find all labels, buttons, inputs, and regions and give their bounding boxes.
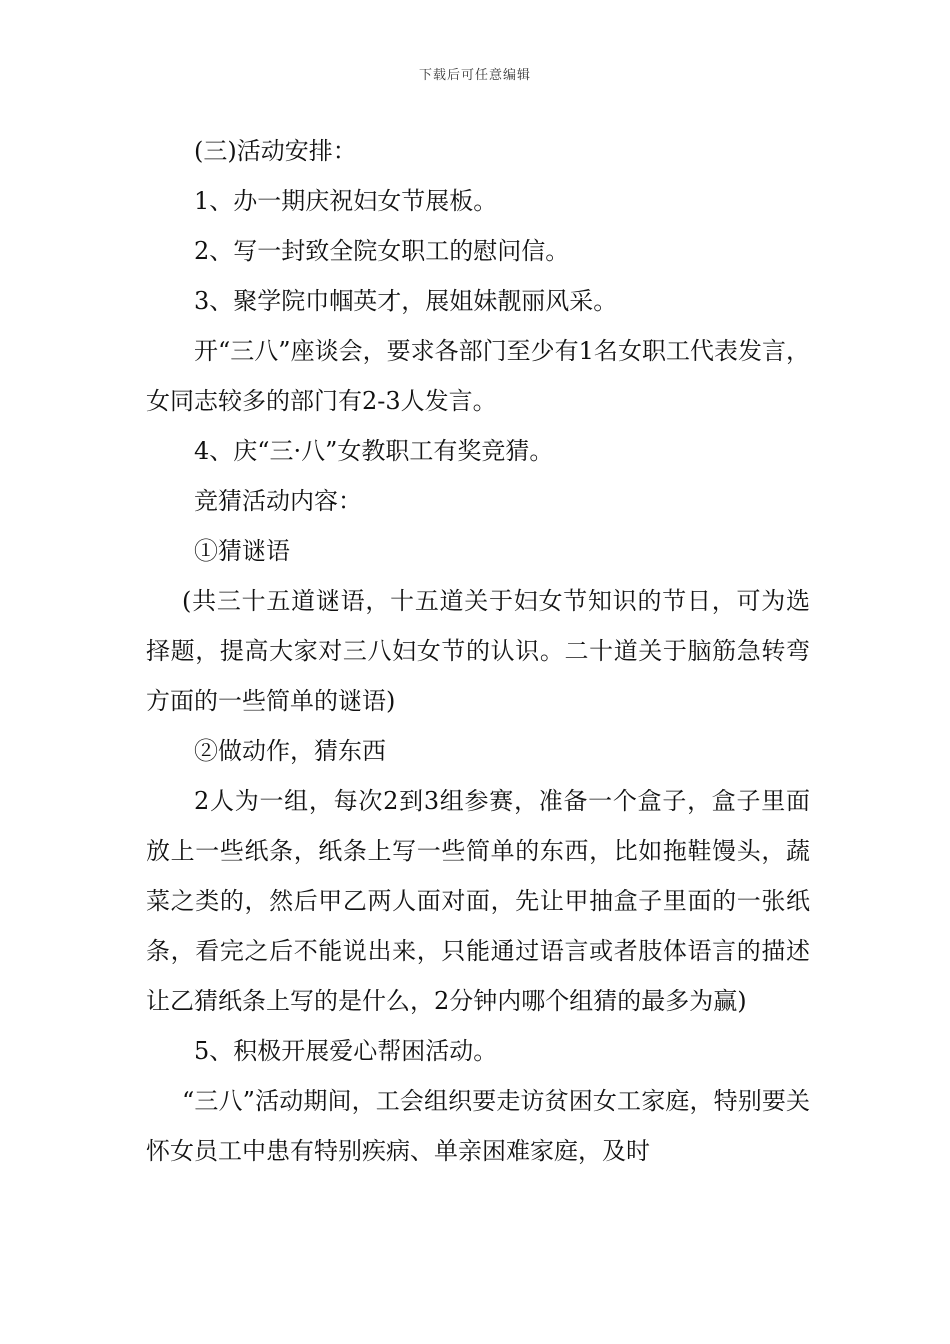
subitem-riddles: ①猜谜语 [194,537,290,565]
paragraph-poverty-relief: “三八”活动期间，工会组织要走访贫困女工家庭，特别要关怀女员工中患有特别疾病、单亲困难家庭，及时 [146,1087,810,1165]
section-heading-activity-arrangement: (三)活动安排： [194,137,357,165]
list-item-4: 4、庆“三·八”女教职工有奖竞猜。 [194,437,554,465]
paragraph-riddles-detail: (共三十五道谜语，十五道关于妇女节知识的节日，可为选择题，提高大家对三八妇女节的认识。二十道关于脑筋急转弯方面的一些简单的谜语) [146,587,810,715]
page-header-note: 下载后可任意编辑 [418,68,531,83]
paragraph-act-and-guess-detail: 2人为一组，每次2到3组参赛，准备一个盒子，盒子里面放上一些纸条，纸条上写一些简单的东西，比如拖鞋馒头，蔬菜之类的，然后甲乙两人面对面，先让甲抽盒子里面的一张纸条，看完之后不能说出来，只能通过语言或者肢体语言的描述让乙猜纸条上写的是什么，2分钟内哪个组猜的最多为赢) [146,787,810,1015]
list-item-2: 2、写一封致全院女职工的慰问信。 [194,237,570,265]
paragraph-quiz-content-heading: 竞猜活动内容： [194,487,362,515]
list-item-1: 1、办一期庆祝妇女节展板。 [194,187,498,215]
list-item-3: 3、聚学院巾帼英才，展姐妹靓丽风采。 [194,287,618,315]
paragraph-symposium: 开“三八”座谈会，要求各部门至少有1名女职工代表发言，女同志较多的部门有2-3人发言。 [146,337,810,415]
subitem-act-and-guess: ②做动作，猜东西 [194,737,386,765]
list-item-5: 5、积极开展爱心帮困活动。 [194,1037,498,1065]
document-body [146,126,810,1176]
